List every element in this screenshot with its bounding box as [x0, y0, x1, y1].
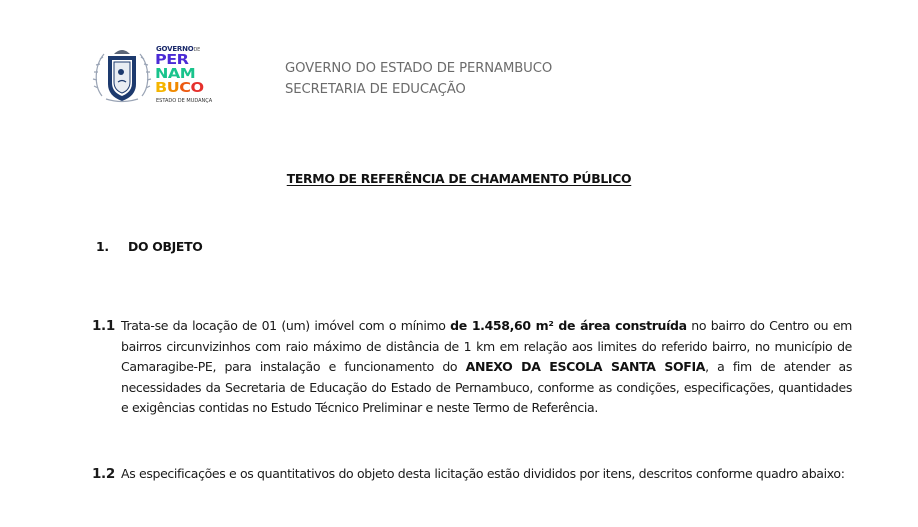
clause-text	[121, 316, 852, 419]
clause-text-part: no bairro do Centro ou em bairros circunvizinhos com raio máximo de distância de 1 km em relação aos limites do referido bairro, no município de Camaragibe-PE, para instalação e funcionamento do	[121, 318, 852, 375]
section-title: DO OBJETO	[128, 239, 203, 254]
clause-number: 1.1	[92, 318, 115, 334]
wordmark-buco-letter: O	[190, 79, 204, 96]
wordmark-buco-letter: B	[155, 79, 167, 96]
clause-text: As especificações e os quantitativos do objeto desta licitação estão divididos por itens, descritos conforme quadro abaixo:	[121, 466, 845, 481]
wordmark-buco-letter: C	[179, 79, 191, 96]
org-line-government: GOVERNO DO ESTADO DE PERNAMBUCO	[285, 61, 553, 76]
section-heading	[96, 239, 202, 254]
clause-text-bold-area: de 1.458,60 m² de área construída	[450, 318, 687, 333]
clause-text-part: , a fim de atender as necessidades da Secretaria de Educação do Estado de Pernambuco, conforme as condições, especificações, quantidades e exigências contidas no Estudo Técnico Preliminar e neste Termo de Referência.	[121, 359, 852, 416]
clause-1-2	[92, 464, 852, 485]
organization-header	[285, 58, 552, 100]
wordmark-governo: GOVERNODE	[156, 45, 201, 53]
org-line-secretariat: SECRETARIA DE EDUCAÇÃO	[285, 82, 466, 97]
wordmark-per: PER	[155, 51, 189, 68]
government-logo	[92, 42, 234, 110]
wordmark-tagline: ESTADO DE MUDANÇA	[156, 98, 213, 104]
wordmark-buco	[155, 81, 204, 95]
clause-text-bold-school: ANEXO DA ESCOLA SANTA SOFIA	[465, 359, 706, 375]
pernambuco-wordmark	[154, 42, 234, 110]
clause-number: 1.2	[92, 466, 115, 482]
clause-text-part: Trata-se da locação de 01 (um) imóvel com o mínimo	[121, 318, 451, 333]
state-crest-icon	[92, 44, 152, 106]
clause-1-1	[92, 316, 852, 419]
wordmark-buco-letter: U	[166, 79, 180, 96]
document-title: TERMO DE REFERÊNCIA DE CHAMAMENTO PÚBLICO	[286, 171, 632, 186]
wordmark-nam: NAM	[155, 65, 196, 82]
section-number: 1.	[96, 239, 109, 254]
